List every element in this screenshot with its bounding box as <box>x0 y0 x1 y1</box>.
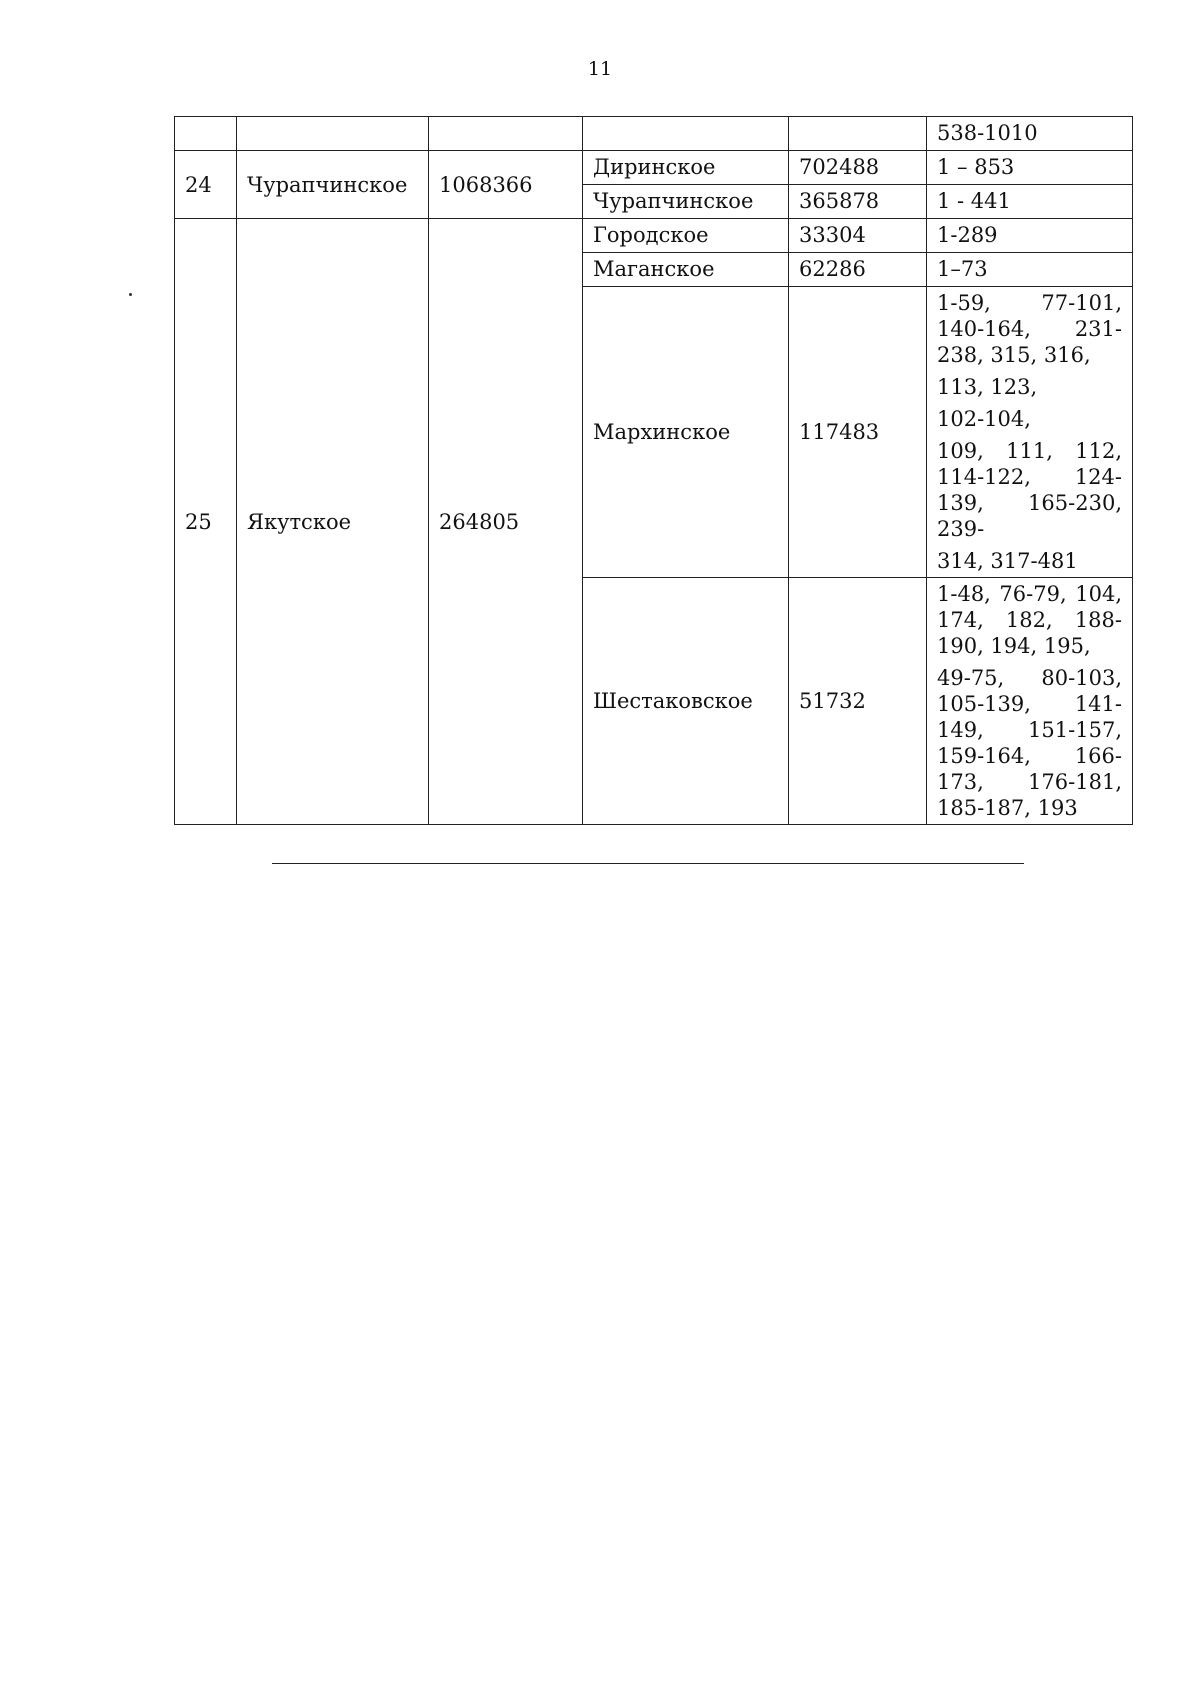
row-number: 25 <box>175 219 237 825</box>
district-name: Шестаковское <box>583 578 789 825</box>
district-name: Чурапчинское <box>583 185 789 219</box>
quarter-ranges-cell: 1–73 <box>927 253 1133 287</box>
quarter-ranges-cell: 1 - 441 <box>927 185 1133 219</box>
forestry-name: Чурапчинское <box>237 151 429 219</box>
quarter-ranges-cell: 538-1010 <box>927 117 1133 151</box>
quarter-ranges-line: 49-75, 80-103, 105-139, 141-149, 151-157, 159-164, 166-173, 176-181, 185-187, 193 <box>937 666 1122 820</box>
closing-rule <box>272 863 1024 864</box>
district-name: Мархинское <box>583 287 789 578</box>
district-area: 51732 <box>789 578 927 825</box>
page-number: 11 <box>587 58 613 80</box>
district-name: Маганское <box>583 253 789 287</box>
forestry-area: 264805 <box>429 219 583 825</box>
quarter-ranges-cell: 1 – 853 <box>927 151 1133 185</box>
quarter-ranges-line: 314, 317-481 <box>937 549 1078 573</box>
district-area: 702488 <box>789 151 927 185</box>
cell-empty <box>583 117 789 151</box>
district-name: Диринское <box>583 151 789 185</box>
quarter-ranges-cell <box>927 578 1133 825</box>
district-name: Городское <box>583 219 789 253</box>
quarter-ranges-line: 102-104, <box>937 407 1031 431</box>
district-area: 117483 <box>789 287 927 578</box>
cell-empty <box>237 117 429 151</box>
table-row-continuation <box>175 117 1133 151</box>
quarter-ranges-line: 1-59, 77-101, 140-164, 231-238, 315, 316, <box>937 291 1122 367</box>
quarter-ranges-cell <box>927 287 1133 578</box>
table-row <box>175 151 1133 185</box>
cell-empty <box>429 117 583 151</box>
cell-empty <box>789 117 927 151</box>
cell-empty <box>175 117 237 151</box>
row-number: 24 <box>175 151 237 219</box>
scan-speck <box>129 293 132 296</box>
forest-district-table <box>174 116 1133 825</box>
table-row <box>175 219 1133 253</box>
quarter-ranges-line: 1-48, 76-79, 104, 174, 182, 188-190, 194, 195, <box>937 582 1122 658</box>
forestry-name: Якутское <box>237 219 429 825</box>
district-area: 62286 <box>789 253 927 287</box>
quarter-ranges-line: 113, 123, <box>937 375 1038 399</box>
forestry-area: 1068366 <box>429 151 583 219</box>
district-area: 33304 <box>789 219 927 253</box>
district-area: 365878 <box>789 185 927 219</box>
quarter-ranges-line: 109, 111, 112, 114-122, 124-139, 165-230, 239- <box>937 439 1122 541</box>
quarter-ranges-cell: 1-289 <box>927 219 1133 253</box>
